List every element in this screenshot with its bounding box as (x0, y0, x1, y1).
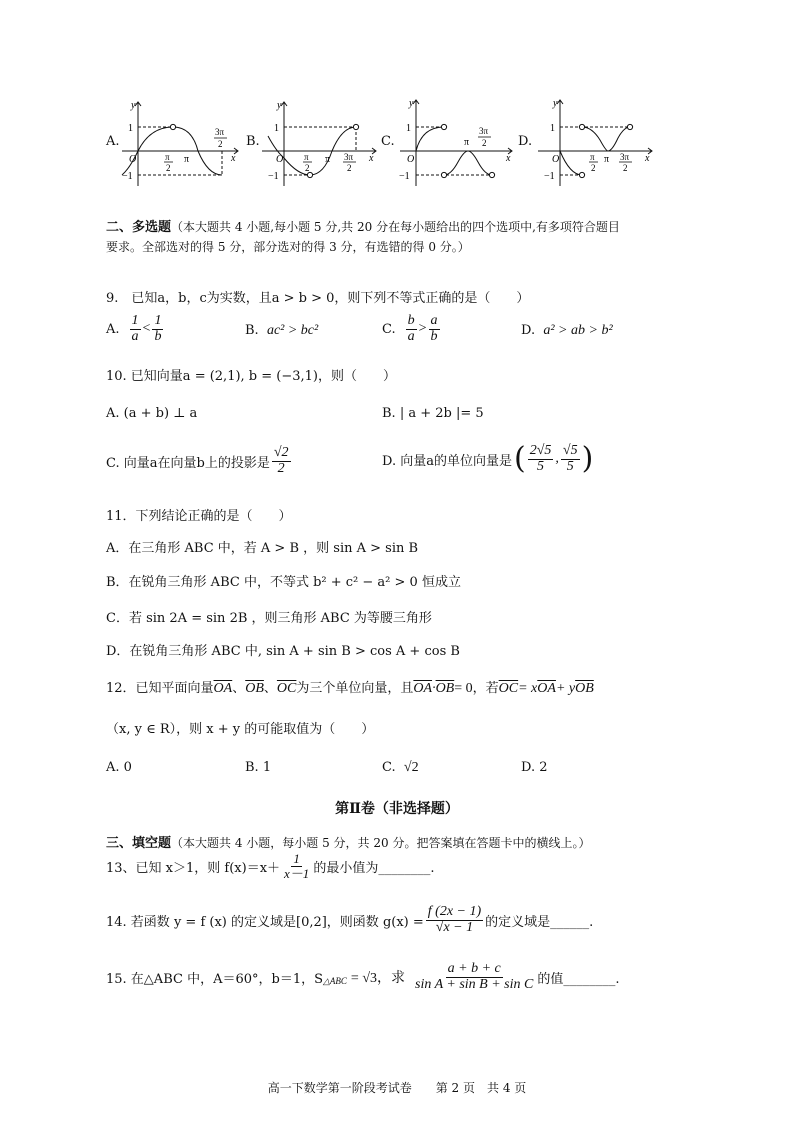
axis-x: x (231, 153, 236, 164)
tick-pi: π (325, 154, 331, 165)
q12-option-a: A. 0 (106, 760, 132, 775)
page-footer: 高一下数学第一阶段考试卷 第 2 页 共 4 页 (267, 1081, 527, 1095)
q9-option-d (521, 323, 613, 339)
tick-pi-half-num: π (165, 152, 170, 162)
tick-neg-one: −1 (399, 171, 410, 182)
q14-num: f (2x − 1) (427, 904, 482, 919)
tick-3pi-half-num: 3π (215, 127, 225, 137)
tick-pi: π (184, 154, 190, 165)
q9-a-right-num: 1 (154, 313, 162, 328)
sep: 、 (263, 681, 277, 696)
q10-d-d2: 5 (566, 458, 574, 474)
tick-neg-one: −1 (544, 171, 555, 182)
section2-line1 (106, 216, 620, 235)
q9-c-left-num: b (407, 313, 415, 328)
q15-post: 的值________. (537, 971, 620, 987)
q9-c-label: C. (382, 321, 396, 337)
sep: 、 (232, 681, 246, 696)
option-d-label: D. (518, 134, 533, 149)
q9-a-left-den: a (131, 328, 139, 344)
q9-d-label: D. (521, 323, 536, 338)
q9-option-a (106, 314, 165, 344)
q9-option-b (245, 323, 318, 339)
tick-pi: π (464, 137, 470, 148)
q13-num: 1 (293, 851, 300, 866)
tick-pi-half-den: 2 (305, 163, 310, 173)
q12-stem2: （x, y ∈ R），则 x + y 的可能取值为（ ） (106, 722, 375, 737)
q12-c-label: C. (382, 760, 396, 775)
q13-post: 的最小值为________. (313, 860, 435, 876)
q10-d-text: D. 向量a的单位向量是 (382, 453, 512, 469)
tick-3pi-half-den: 2 (347, 163, 352, 173)
vec-oa: $\overline{OA}$ (537, 681, 556, 696)
comma: , (555, 451, 559, 467)
axis-x: x (369, 153, 374, 164)
q9-d-expr: a² > ab > b² (543, 323, 613, 338)
vec-oa: $\overline{OA}$ (213, 681, 233, 696)
origin: O (276, 154, 284, 165)
q15-sub: △ABC (323, 975, 347, 986)
q11-option-d: D．在锐角三角形 ABC 中, sin A + sin B > cos A + cos B (106, 644, 460, 659)
tick-pi-half-den: 2 (166, 163, 171, 173)
q11-option-a: A．在三角形 ABC 中，若 A > B ，则 sin A > sin B (106, 541, 419, 556)
tick-one: 1 (406, 123, 411, 134)
cond-eq: = 0 (454, 681, 473, 696)
q9-option-c (382, 314, 442, 344)
vec-oc: $\overline{OC}$ (498, 681, 519, 696)
section3-heading: 三、填空题 (106, 836, 172, 851)
q14-den: √x − 1 (435, 919, 474, 935)
tick-pi-half-den: 2 (591, 163, 596, 173)
rel-eq: = x (518, 681, 538, 696)
q15 (106, 962, 620, 992)
tick-3pi-half-den: 2 (218, 139, 223, 149)
graph-d (534, 96, 658, 188)
q12-option-b: B. 1 (245, 760, 272, 775)
section3-note: （本大题共 4 小题，每小题 5 分，共 20 分。把答案填在答题卡中的横线上。） (171, 836, 591, 850)
vec-ob: $\overline{OB}$ (575, 681, 594, 696)
origin: O (552, 154, 560, 165)
axis-x: x (506, 153, 511, 164)
q10-option-c (106, 446, 293, 476)
section3-line (106, 832, 590, 851)
q12-stem-c: ，若 (472, 681, 499, 696)
q10-option-d (382, 441, 594, 477)
q9-a-left-num: 1 (131, 313, 139, 328)
q9-c-left-den: a (407, 328, 415, 344)
q14 (106, 905, 593, 935)
rel-plus: + y (555, 681, 576, 696)
vec-oc: $\overline{OC}$ (276, 681, 297, 696)
q9-c-right-num: a (430, 313, 438, 328)
tick-3pi-half-num: 3π (479, 126, 489, 136)
q11-option-c: C．若 sin 2A = sin 2B ，则三角形 ABC 为等腰三角形 (106, 611, 432, 626)
q9-a-right-den: b (154, 328, 162, 344)
q14-post: 的定义域是______. (485, 914, 594, 930)
paren-left: ( (513, 441, 526, 477)
tick-one: 1 (550, 123, 555, 134)
tick-neg-one: −1 (268, 171, 279, 182)
q10-d-n2: √5 (562, 443, 578, 458)
tick-3pi-half-num: 3π (344, 152, 354, 162)
q12-stem (106, 677, 594, 697)
origin: O (129, 154, 137, 165)
vec-ob: $\overline{OB}$ (435, 681, 455, 696)
axis-y: y (409, 98, 414, 109)
tick-3pi-half-num: 3π (620, 152, 630, 162)
q11-stem: 11．下列结论正确的是（ ） (106, 509, 292, 524)
q9-b-expr: ac² > bc² (266, 323, 319, 338)
q14-pre: 14. 若函数 y = f (x) 的定义域是[0,2]，则函数 g(x) = (106, 914, 424, 930)
tick-one: 1 (274, 123, 279, 134)
tick-3pi-half-den: 2 (482, 138, 487, 148)
q10-option-a: A. (a + b) ⊥ a (106, 406, 198, 421)
tick-3pi-half-den: 2 (623, 163, 628, 173)
q12-stem-a: 12．已知平面向量 (106, 681, 214, 696)
q12-option-d: D. 2 (521, 760, 548, 775)
graph-b (258, 96, 382, 188)
q12-option-c (382, 760, 419, 776)
q13-den: x－1 (284, 865, 310, 881)
q15-eq: = √3，求 (350, 971, 406, 987)
q9-a-label: A. (106, 321, 120, 337)
q13 (106, 852, 434, 880)
q10-d-d1: 5 (537, 458, 545, 474)
axis-y: y (277, 100, 282, 111)
q15-pre: 15. 在△ABC 中，A＝60°，b＝1，S (106, 971, 323, 987)
axis-x: x (645, 153, 650, 164)
q13-pre: 13、已知 x＞1，则 f(x)＝x＋ (106, 860, 281, 876)
axis-y: y (131, 100, 136, 111)
q12-stem-b: 为三个单位向量，且 (296, 681, 414, 696)
q10-option-b: B. | a + 2b |= 5 (382, 406, 484, 421)
section2-note2: 要求。全部选对的得 5 分，部分选对的得 3 分，有选错的得 0 分。） (106, 240, 470, 254)
q9-stem: 9. 已知a，b，c为实数，且a > b > 0，则下列不等式正确的是（ ） (106, 291, 530, 306)
q9-b-label: B. (245, 323, 259, 338)
q9-c-right-den: b (430, 328, 438, 344)
tick-pi-half-num: π (304, 152, 309, 162)
graph-a (118, 96, 248, 188)
q15-num: a + b + c (447, 961, 501, 976)
origin: O (407, 154, 415, 165)
vec-oa: $\overline{OA}$ (413, 681, 433, 696)
section2-note: （本大题共 4 小题,每小题 5 分,共 20 分在每小题给出的四个选项中,有多项符合题目 (171, 220, 620, 234)
axis-y: y (553, 98, 558, 109)
q10-c-text: C. 向量a在向量b上的投影是 (106, 455, 270, 471)
q10-stem: 10. 已知向量a = (2,1), b = (−3,1)，则（ ） (106, 369, 396, 384)
tick-one: 1 (128, 123, 133, 134)
dot: · (432, 681, 436, 696)
q9-a-op: < (142, 321, 151, 337)
tick-pi-half-num: π (590, 152, 595, 162)
q15-den: sin A + sin B + sin C (415, 976, 534, 992)
vec-ob: $\overline{OB}$ (245, 681, 264, 696)
q10-c-num: √2 (273, 445, 289, 460)
q11-option-b: B．在锐角三角形 ABC 中，不等式 b² + c² − a² > 0 恒成立 (106, 575, 461, 590)
q10-c-den: 2 (277, 460, 285, 476)
tick-pi: π (604, 154, 610, 165)
q12-c-val: √2 (403, 760, 419, 775)
option-a-label: A. (106, 134, 120, 149)
part2-title: 第Ⅱ卷（非选择题） (335, 801, 459, 817)
graph-c (396, 96, 520, 188)
option-b-label: B. (246, 134, 260, 149)
paren-right: ) (581, 441, 594, 477)
q10-d-n1: 2√5 (529, 443, 552, 458)
tick-neg-one: −1 (122, 171, 133, 182)
option-c-label: C. (381, 134, 395, 149)
q9-c-op: > (418, 321, 427, 337)
section2-heading: 二、多选题 (106, 220, 172, 235)
